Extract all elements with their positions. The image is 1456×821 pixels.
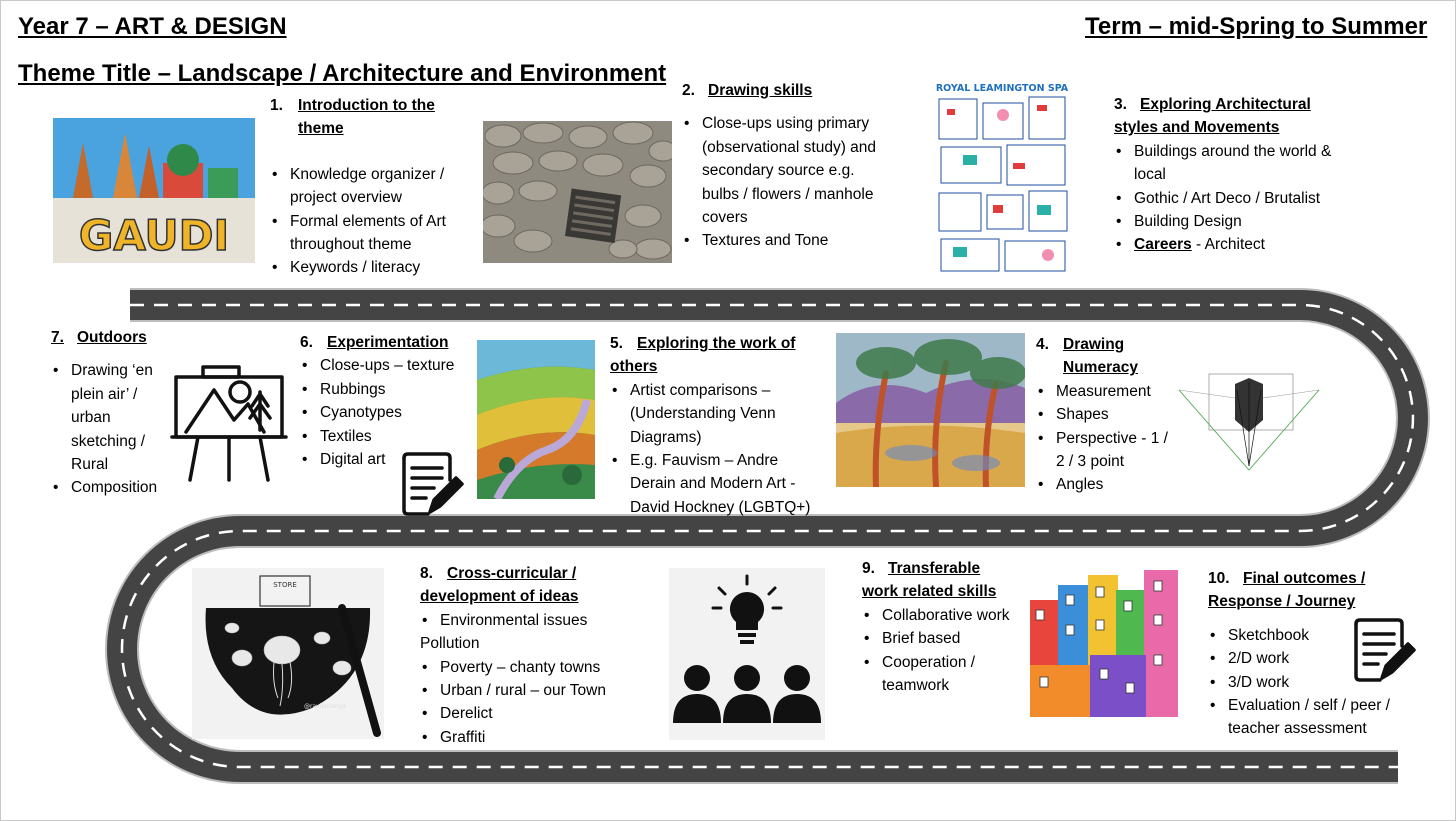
hockney-painting [477,340,595,499]
section-1-heading [270,94,470,141]
section-9 [862,557,1012,697]
list-item: • Urban / rural – our Town [420,679,640,702]
term-title: Term – mid-Spring to Summer [1085,13,1428,40]
section-2-title: Drawing skills [708,82,813,99]
list-item: • Angles [1036,473,1176,496]
section-2-heading [682,79,880,102]
list-item: • Shapes [1036,403,1176,426]
list-item: • E.g. Fauvism – Andre Derain and Modern Art - David Hockney (LGBTQ+) [610,449,820,519]
careers-label: Careers [1134,236,1192,254]
list-item: • Graffiti [420,726,640,749]
list-item: • Gothic / Art Deco / Brutalist [1114,187,1344,210]
gaudi-lettering: GAUDI [78,211,230,260]
section-8-title: Cross-curricular / development of ideas [420,565,579,606]
section-4 [1036,333,1176,497]
year-title: Year 7 – ART & DESIGN [18,13,287,40]
gaudi-image [53,118,255,263]
list-item: • Composition [51,476,176,499]
list-item: • Close-ups using primary (observational study) and secondary source e.g. bulbs / flowers / manhole covers [682,112,880,229]
list-item: • Building Design [1114,210,1344,233]
list-item: • Cyanotypes [300,401,475,424]
list-item: • Close-ups – texture [300,354,475,377]
leamington-illustration [933,75,1072,280]
list-item: • Environmental issues [420,609,640,632]
section-10 [1208,567,1430,741]
section-6-title: Experimentation [327,334,449,351]
section-1-number: 1. [270,97,283,114]
section-3 [1114,93,1344,257]
section-7 [51,326,176,500]
leamington-title-lettering: ROYAL LEAMINGTON SPA [935,83,1069,94]
list-item: • 2/D work [1208,647,1430,670]
section-7-number: 7. [51,329,64,346]
list-item: • Evaluation / self / peer / teacher assessment [1208,694,1430,741]
list-item: • Knowledge organizer / project overview [270,163,470,210]
section-6-heading [300,331,475,354]
store-sign-text: STORE [273,581,297,589]
careers-rest: - Architect [1191,236,1265,254]
section-6 [300,331,475,471]
list-item: • Keywords / literacy [270,256,470,279]
section-1 [270,94,470,280]
section-9-number: 9. [862,560,875,577]
list-item: • Cooperation / teamwork [862,651,1012,698]
list-item: • Buildings around the world & local [1114,140,1344,187]
list-item: • Measurement [1036,380,1176,403]
section-4-heading [1036,333,1176,380]
section-2-number: 2. [682,82,695,99]
list-item: • 3/D work [1208,671,1430,694]
list-item: • Textures and Tone [682,229,880,252]
idea-people-icon [669,568,825,740]
list-item: • Sketchbook [1208,624,1430,647]
section-8 [420,562,640,749]
theme-title: Theme Title – Landscape / Architecture and Environment [18,60,667,87]
list-item: • Formal elements of Art throughout theme [270,210,470,257]
section-9-heading [862,557,1012,604]
easel-icon [168,362,290,484]
list-item: • Derelict [420,702,640,725]
section-1-title: Introduction to the theme [298,97,435,138]
colourful-buildings-drawing [1030,565,1178,717]
section-5 [610,332,820,519]
jellyfish-ink-drawing [192,568,384,739]
list-item: • Artist comparisons – (Understanding Venn Diagrams) [610,379,820,449]
list-item: • Brief based [862,627,1012,650]
list-item-careers [1114,233,1344,256]
section-2 [682,79,880,253]
list-item: • Poverty – chanty towns [420,656,640,679]
section-7-heading [51,326,176,349]
list-item: • Digital art [300,448,475,471]
section-9-title: Transferable work related skills [862,560,997,601]
section-10-number: 10. [1208,570,1230,587]
list-item: • Perspective - 1 / 2 / 3 point [1036,427,1176,474]
section-8-heading [420,562,640,609]
list-item: • Drawing ‘en plein air’ / urban sketching / Rural [51,359,176,476]
section-3-heading [1114,93,1344,140]
section-5-title: Exploring the work of others [610,335,796,376]
section-3-title: Exploring Architectural styles and Movements [1114,96,1311,137]
perspective-drawing [1175,370,1323,474]
manhole-cover-photo [483,121,672,263]
section-7-title: Outdoors [77,329,147,346]
section-5-number: 5. [610,335,623,352]
list-item: • Collaborative work [862,604,1012,627]
section-8-number: 8. [420,565,433,582]
list-item: Pollution [420,635,480,653]
section-4-number: 4. [1036,336,1049,353]
artist-handle-text: @ravikoranga [304,703,346,710]
derain-painting [836,333,1025,487]
list-item: • Textiles [300,425,475,448]
section-3-number: 3. [1114,96,1127,113]
section-10-title: Final outcomes / Response / Journey [1208,570,1366,611]
list-item: • Rubbings [300,378,475,401]
section-10-heading [1208,567,1430,614]
section-5-heading [610,332,820,379]
section-6-number: 6. [300,334,313,351]
section-4-title: Drawing Numeracy [1063,336,1138,377]
